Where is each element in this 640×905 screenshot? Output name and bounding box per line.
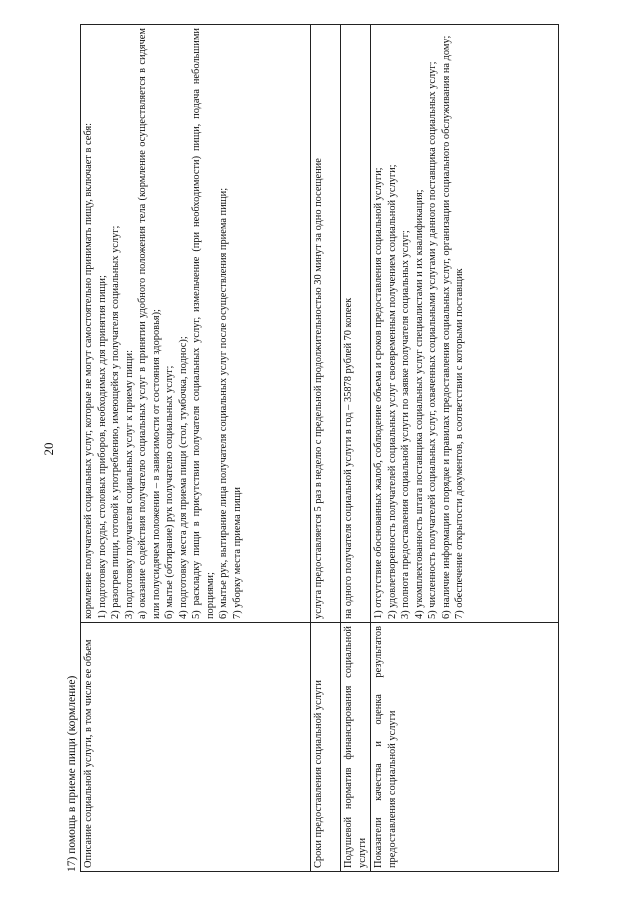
content-line: 1) отсутствие обоснованных жалоб, соблюдение объема и сроков предоставления социальной услуги;	[373, 167, 384, 619]
row-label-quality: Показатели качества и оценка результатов предоставления социальной услуги	[371, 623, 559, 872]
content-line: на одного получателя социальной услуги в год – 35878 рублей 70 копеек	[343, 297, 354, 619]
table-row-funding	[341, 25, 371, 872]
content-line: 5) численность получателей социальных услуг, охваченных социальными услугами у данного поставщика социальных услуг;	[427, 61, 438, 619]
page-number: 20	[41, 442, 56, 456]
table-row-description	[81, 25, 311, 872]
section-title: 17) помощь в приеме пищи (кормление)	[66, 675, 78, 872]
content-line: а) оказание содействия получателю социальных услуг в принятии удобного положения тела (кормление осуществляется в сидячем или полусидячем положении – в зависимости от состояния здоровья);	[137, 28, 162, 619]
content-line: 5) раскладку пищи в присутствии получателя социальных услуг, измельчение (при необходимости) пищи, подача небольшими порциями;	[191, 28, 216, 619]
content-line: 4) укомплектованность штата поставщика социальных услуг специалистами и их квалификация;	[413, 189, 425, 619]
row-content-quality	[371, 25, 559, 623]
document-rotated-content	[64, 28, 576, 872]
content-line: 3) подготовку получателя социальных услуг к приему пищи:	[123, 350, 135, 619]
content-line: кормление получателей социальных услуг, которые не могут самостоятельно принимать пищу, включает в себя:	[83, 122, 94, 619]
table-row-quality	[371, 25, 559, 872]
content-line: услуга предоставляется 5 раз в неделю с предельной продолжительностью 30 минут за одно посещение	[313, 158, 324, 619]
row-content-funding	[341, 25, 371, 623]
content-line: 4) подготовку места для приема пищи (стол, тумбочка, поднос);	[177, 336, 189, 619]
content-line: 7) уборку места приема пищи	[231, 487, 243, 619]
content-line: 6) мытье рук, вытирание лица получателя социальных услуг после осуществления приема пищи;	[218, 187, 229, 619]
content-line: 7) обеспечение открытости документов, в соответствии с которыми поставщик	[454, 268, 465, 619]
service-table	[80, 24, 559, 872]
row-label-description: Описание социальной услуги, в том числе ее объем	[81, 623, 311, 872]
content-line: 6) наличие информации о порядке и правилах предоставления социальных услуг, организации социального обслуживания на дому;	[440, 35, 452, 619]
content-line: б) мытье (обтирание) рук получателю социальных услуг;	[164, 365, 175, 619]
row-label-terms: Сроки предоставления социальной услуги	[311, 623, 341, 872]
content-line: 2) разогрев пищи, готовой к употреблению, имеющейся у получателя социальных услуг;	[110, 225, 121, 619]
row-label-funding: Подушевой норматив финансирования социальной услуги	[341, 623, 371, 872]
content-line: 3) полнота предоставления социальной услуги по заявке получателя социальных услуг;	[400, 230, 411, 619]
row-content-terms	[311, 25, 341, 623]
content-line: 2) удовлетворенность получателей социальных услуг своевременным получением социальной услуги;	[386, 164, 398, 619]
row-content-description	[81, 25, 311, 623]
table-row-terms	[311, 25, 341, 872]
content-line: 1) подготовку посуды, столовых приборов, необходимых для принятия пищи;	[96, 275, 108, 619]
